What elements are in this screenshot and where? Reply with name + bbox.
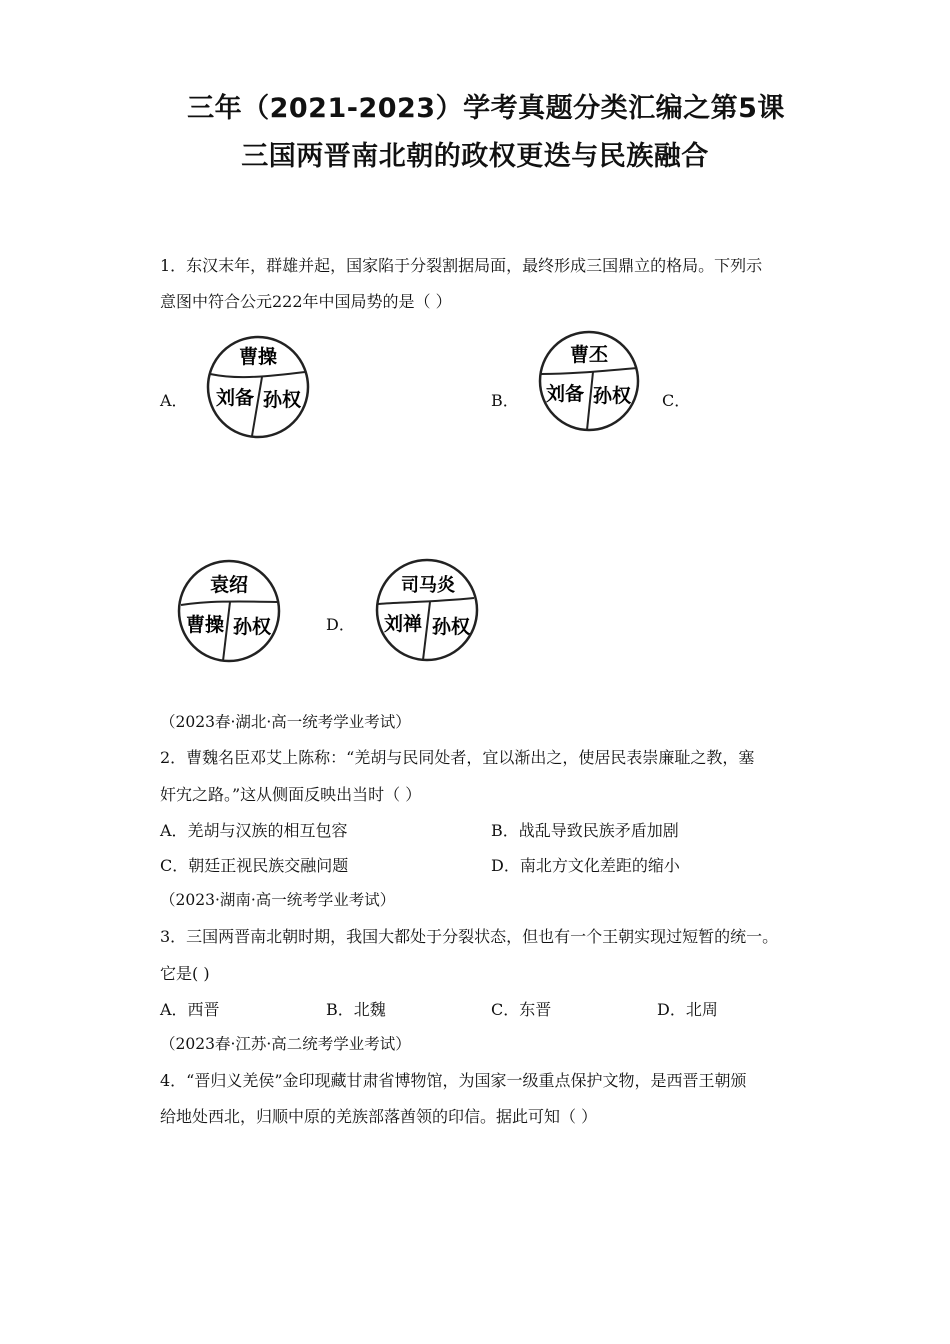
q1-option-d-label: D． xyxy=(326,615,355,634)
q1-source: （2023春·湖北·高一统考学业考试） xyxy=(160,713,411,731)
question-1-text-line-2: 意图中符合公元222年中国局势的是（ ） xyxy=(160,292,452,311)
q1-option-c-diagram xyxy=(176,557,282,669)
q1-option-d-diagram xyxy=(374,556,480,668)
q1-c-pie-left: 曹操 xyxy=(185,614,225,636)
q3-option-b: B．北魏 xyxy=(326,1000,386,1019)
q1-b-pie-top: 曹丕 xyxy=(569,344,609,366)
q1-b-pie-right: 孙权 xyxy=(592,385,632,407)
q2-option-d: D．南北方文化差距的缩小 xyxy=(491,856,680,875)
q1-d-pie-right: 孙权 xyxy=(431,616,471,638)
q3-option-c: C．东晋 xyxy=(491,1000,552,1019)
question-4-text-line-1: 4．“晋归义羌侯”金印现藏甘肃省博物馆，为国家一级重点保护文物，是西晋王朝颁 xyxy=(160,1071,747,1090)
question-1-text-line-1: 1．东汉末年，群雄并起，国家陷于分裂割据局面，最终形成三国鼎立的格局。下列示 xyxy=(160,256,763,275)
q1-option-a-label: A． xyxy=(160,391,188,410)
q2-option-a: A．羌胡与汉族的相互包容 xyxy=(160,821,348,840)
q1-c-pie-top: 袁绍 xyxy=(209,574,249,596)
question-4-text-line-2: 给地处西北，归顺中原的羌族部落酋领的印信。据此可知（ ） xyxy=(160,1107,598,1126)
q1-a-pie-right: 孙权 xyxy=(262,389,302,411)
q3-option-a: A．西晋 xyxy=(160,1000,220,1019)
question-2-text-line-2: 奸宄之路。”这从侧面反映出当时（ ） xyxy=(160,785,422,804)
q1-option-b-label: B． xyxy=(491,391,519,410)
q1-d-pie-left: 刘禅 xyxy=(383,613,423,635)
q1-d-pie-top: 司马炎 xyxy=(401,575,455,596)
q1-a-pie-left: 刘备 xyxy=(215,387,255,409)
q1-a-pie-top: 曹操 xyxy=(238,346,278,368)
question-3-text-line-1: 3．三国两晋南北朝时期，我国大都处于分裂状态，但也有一个王朝实现过短暂的统一。 xyxy=(160,927,779,946)
q1-b-pie-left: 刘备 xyxy=(545,383,585,405)
q1-option-a-diagram xyxy=(205,334,311,444)
q2-option-c: C．朝廷正视民族交融问题 xyxy=(160,856,349,875)
q2-source: （2023·湖南·高一统考学业考试） xyxy=(160,891,396,909)
document-title-line-1: 三年（2021-2023）学考真题分类汇编之第5课 xyxy=(187,93,785,124)
q1-option-b-diagram xyxy=(537,328,641,438)
q3-source: （2023春·江苏·高二统考学业考试） xyxy=(160,1035,411,1053)
q1-c-pie-right: 孙权 xyxy=(232,616,272,638)
q3-option-d: D．北周 xyxy=(657,1000,718,1019)
question-3-text-line-2: 它是( ) xyxy=(160,964,210,983)
q2-option-b: B．战乱导致民族矛盾加剧 xyxy=(491,821,679,840)
document-title-line-2: 三国两晋南北朝的政权更迭与民族融合 xyxy=(241,141,709,172)
question-2-text-line-1: 2．曹魏名臣邓艾上陈称：“羌胡与民同处者，宜以渐出之，使居民表崇廉耻之教，塞 xyxy=(160,748,755,767)
q1-option-c-label: C． xyxy=(662,391,691,410)
